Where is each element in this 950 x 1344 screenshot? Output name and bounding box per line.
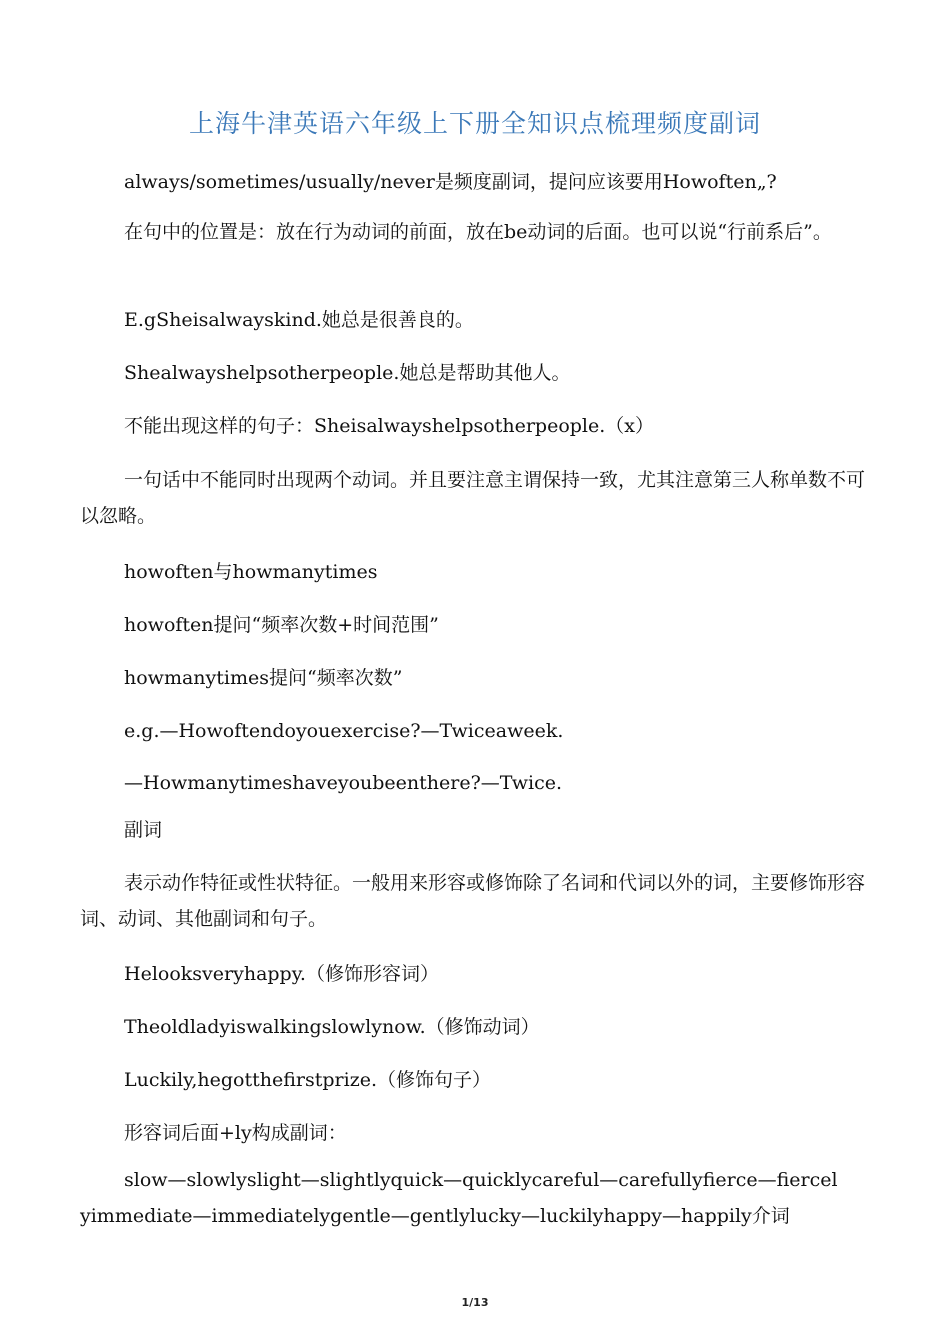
paragraph-frequency-adverbs: always/sometimes/usually/never是频度副词，提问应该要用Howoften„? xyxy=(124,171,777,193)
paragraph-adverb-example-3: Luckily,hegotthefirstprize.（修饰句子） xyxy=(124,1069,492,1091)
paragraph-howoften-vs-howmanytimes: howoften与howmanytimes xyxy=(124,561,378,583)
paragraph-position-rule: 在句中的位置是：放在行为动词的前面，放在be动词的后面。也可以说“行前系后”。 xyxy=(124,221,832,243)
paragraph-example-1: E.gSheisalwayskind.她总是很善良的。 xyxy=(124,309,474,331)
document-title: 上海牛津英语六年级上下册全知识点梳理频度副词 xyxy=(188,109,761,138)
paragraph-ly-examples: slow—slowlyslight—slightlyquick—quicklycareful—carefullyfierce—fiercelyimmediate—immediatelygentle—gentlylucky—luckilyhappy—happily介词 xyxy=(80,1169,838,1227)
paragraph-adverb-definition: 表示动作特征或性状特征。一般用来形容或修饰除了名词和代词以外的词，主要修饰形容词、动词、其他副词和句子。 xyxy=(80,872,866,930)
paragraph-howmanytimes-usage: howmanytimes提问“频率次数” xyxy=(124,667,403,689)
paragraph-example-howoften: e.g.—Howoftendoyouexercise?—Twiceaweek. xyxy=(124,720,564,742)
paragraph-verb-rule: 一句话中不能同时出现两个动词。并且要注意主谓保持一致，尤其注意第三人称单数不可以忽略。 xyxy=(80,469,866,527)
section-heading-adverb: 副词 xyxy=(124,819,163,841)
paragraph-wrong-sentence: 不能出现这样的句子：Sheisalwayshelpsotherpeople.（x） xyxy=(124,415,654,437)
paragraph-example-2: Shealwayshelpsotherpeople.她总是帮助其他人。 xyxy=(124,362,571,384)
paragraph-adverb-example-1: Helooksveryhappy.（修饰形容词） xyxy=(124,963,439,985)
paragraph-example-howmanytimes: —Howmanytimeshaveyoubeenthere?—Twice. xyxy=(124,772,563,794)
paragraph-ly-rule: 形容词后面+ly构成副词： xyxy=(124,1122,347,1144)
paragraph-adverb-example-2: Theoldladyiswalkingslowlynow.（修饰动词） xyxy=(124,1016,540,1038)
page-number: 1/13 xyxy=(461,1296,489,1309)
paragraph-howoften-usage: howoften提问“频率次数+时间范围” xyxy=(124,614,439,636)
